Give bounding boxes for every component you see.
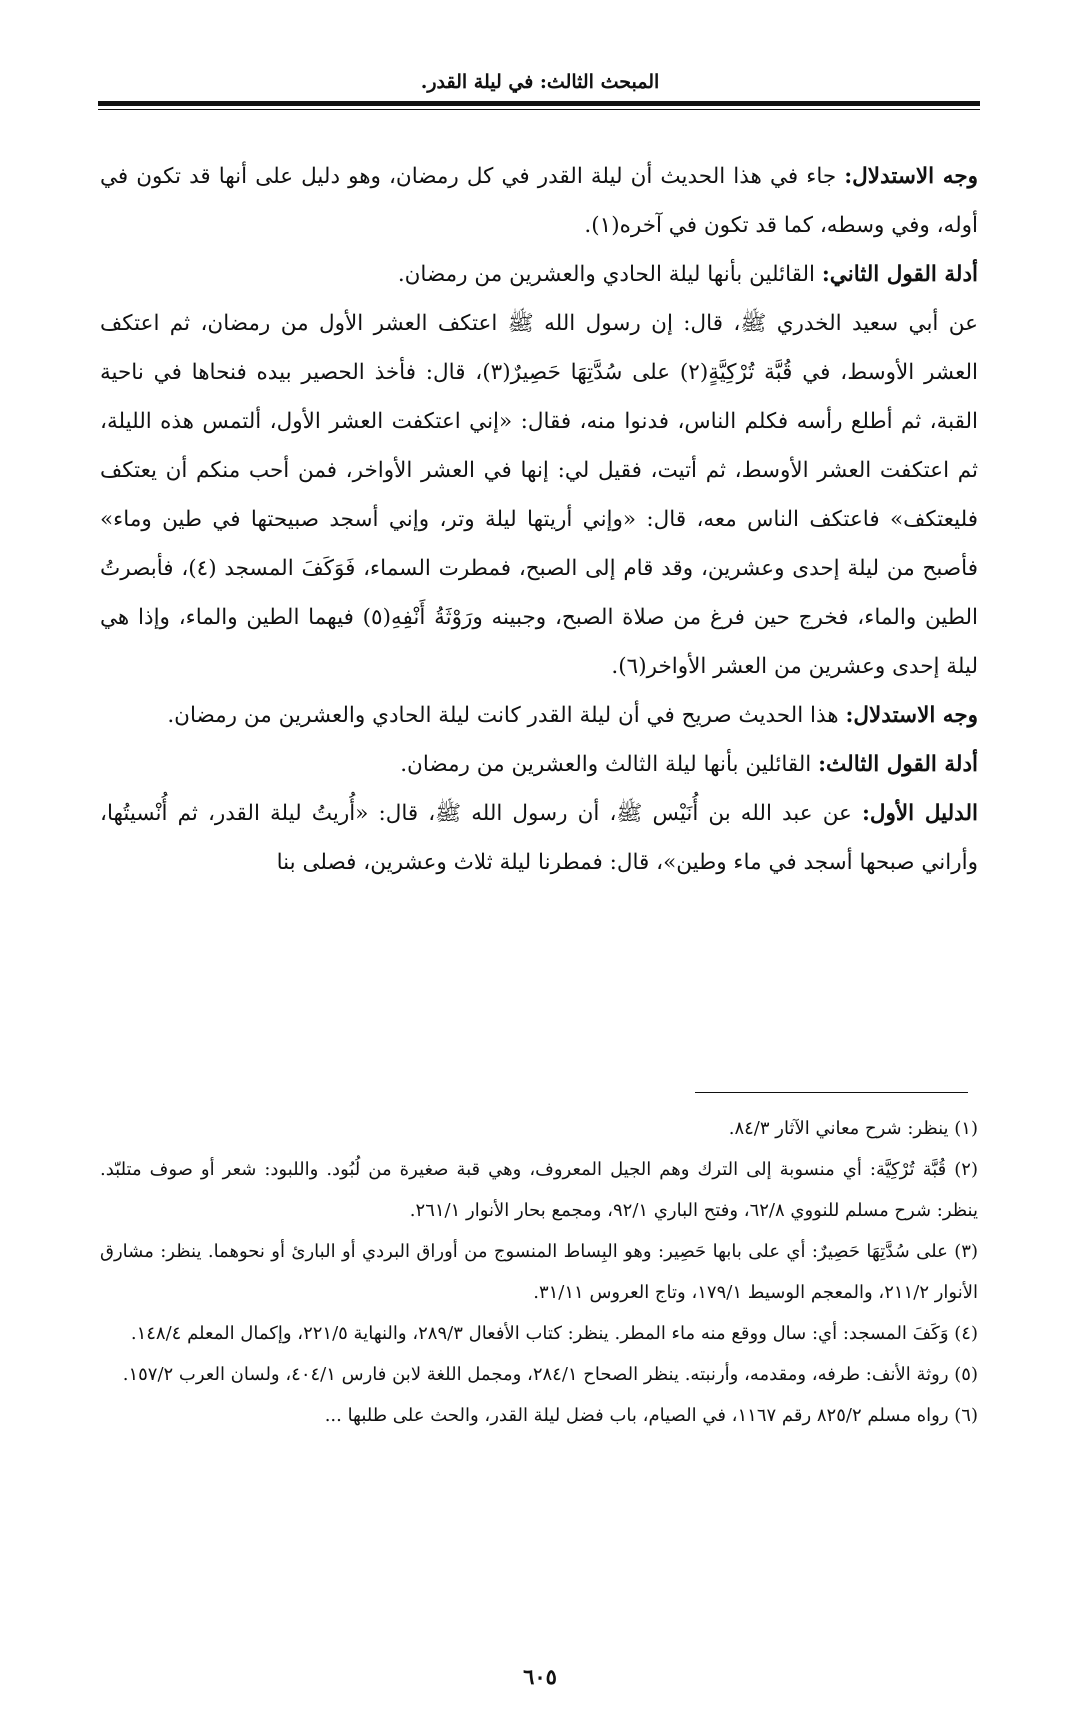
- header-rule-thin: [98, 109, 980, 110]
- footnote-3: (٣) على سُدَّتِهَا حَصِيرٌ: أي على بابها حَصِير: وهو البِساط المنسوج من أوراق البردي أو البارئ أو نحوهما. ينظر: مشارق الأنوار ٢١١/٢، والمعجم الوسيط ١٧٩/١، وتاج العروس ٣١/١١.: [100, 1241, 978, 1303]
- paragraph-text: عن عبد الله بن أُنَيْس ﷺ، أن رسول الله ﷺ، قال: «أُريتُ ليلة القدر، ثم أُنْسيتُها، وأراني صبحها أسجد في ماء وطين»، قال: فمطرنا ليلة ثلاث وعشرين، فصلى بنا: [100, 801, 978, 875]
- footnote-6: (٦) رواه مسلم ٨٢٥/٢ رقم ١١٦٧، في الصيام، باب فضل ليلة القدر، والحث على طلبها ...: [324, 1405, 978, 1426]
- paragraph-evidence-aspect-1: [100, 152, 978, 250]
- paragraph-label: الدليل الأول:: [861, 801, 978, 826]
- main-text: [100, 152, 978, 887]
- footnotes: [100, 1108, 978, 1436]
- footnote-5: (٥) روثة الأنف: طرفه، ومقدمه، وأرنبته. ينظر الصحاح ٢٨٤/١، ومجمل اللغة لابن فارس ٤٠٤/١، ولسان العرب ١٥٧/٢.: [122, 1364, 978, 1385]
- paragraph-third-opinion: [100, 740, 978, 789]
- paragraph-evidence-aspect-2: [100, 691, 978, 740]
- footnote-divider: [695, 1092, 968, 1093]
- paragraph-label: وجه الاستدلال:: [844, 164, 978, 189]
- paragraph-text: عن أبي سعيد الخدري ﷺ، قال: إن رسول الله ﷺ اعتكف العشر الأول من رمضان، ثم اعتكف العشر الأوسط، في قُبَّة تُرْكِيَّةٍ(٢) على سُدَّتِهَا حَصِيرٌ(٣)، قال: فأخذ الحصير بيده فنحاها في ناحية القبة، ثم أطلع رأسه فكلم الناس، فدنوا منه، فقال: «إني اعتكفت العشر الأول، ألتمس هذه الليلة، ثم اعتكفت العشر الأوسط، ثم أتيت، فقيل لي: إنها في العشر الأواخر، فمن أحب منكم أن يعتكف فليعتكف» فاعتكف الناس معه، قال: «وإني أريتها ليلة وتر، وإني أسجد صبيحتها في طين وماء» فأصبح من ليلة إحدى وعشرين، وقد قام إلى الصبح، فمطرت السماء، فَوَكَفَ المسجد (٤)، فأبصرتُ الطين والماء، فخرج حين فرغ من صلاة الصبح، وجبينه ورَوْثَةُ أَنْفِهِ(٥) فيهما الطين والماء، وإذا هي ليلة إحدى وعشرين من العشر الأواخر(٦).: [100, 311, 978, 679]
- footnote-2: (٢) قُبَّة تُرْكِيَّة: أي منسوبة إلى الترك وهم الجيل المعروف، وهي قبة صغيرة من لُبُود. واللبود: شعر أو صوف متلبّد. ينظر: شرح مسلم للنووي ٦٢/٨، وفتح الباري ٩٢/١، ومجمع بحار الأنوار ٢٦١/١.: [100, 1159, 978, 1221]
- paragraph-text: جاء في هذا الحديث أن ليلة القدر في كل رمضان، وهو دليل على أنها قد تكون في أوله، وفي وسطه، كما قد تكون في آخره(١).: [100, 164, 978, 238]
- paragraph-text: القائلين بأنها ليلة الثالث والعشرين من رمضان.: [400, 752, 819, 777]
- header-rule-thick: [98, 101, 980, 106]
- running-head-title: المبحث الثالث: في ليلة القدر.: [420, 71, 660, 93]
- paragraph-text: القائلين بأنها ليلة الحادي والعشرين من رمضان.: [397, 262, 822, 287]
- paragraph-label: أدلة القول الثاني:: [821, 262, 978, 287]
- paragraph-label: وجه الاستدلال:: [845, 703, 978, 728]
- paragraph-text: هذا الحديث صريح في أن ليلة القدر كانت ليلة الحادي والعشرين من رمضان.: [167, 703, 846, 728]
- paragraph-second-opinion: [100, 250, 978, 299]
- paragraph-label: أدلة القول الثالث:: [818, 752, 978, 777]
- footnote-4: (٤) وَكَفَ المسجد: أي: سال ووقع منه ماء المطر. ينظر: كتاب الأفعال ٢٨٩/٣، والنهاية ٢٢١/٥، وإكمال المعلم ١٤٨/٤.: [130, 1323, 978, 1344]
- paragraph-hadith-abu-saeed: [100, 299, 978, 691]
- page-number: ٦٠٥: [523, 1664, 557, 1689]
- paragraph-first-evidence: [100, 789, 978, 887]
- footnote-1: (١) ينظر: شرح معاني الآثار ٨٤/٣.: [728, 1118, 978, 1139]
